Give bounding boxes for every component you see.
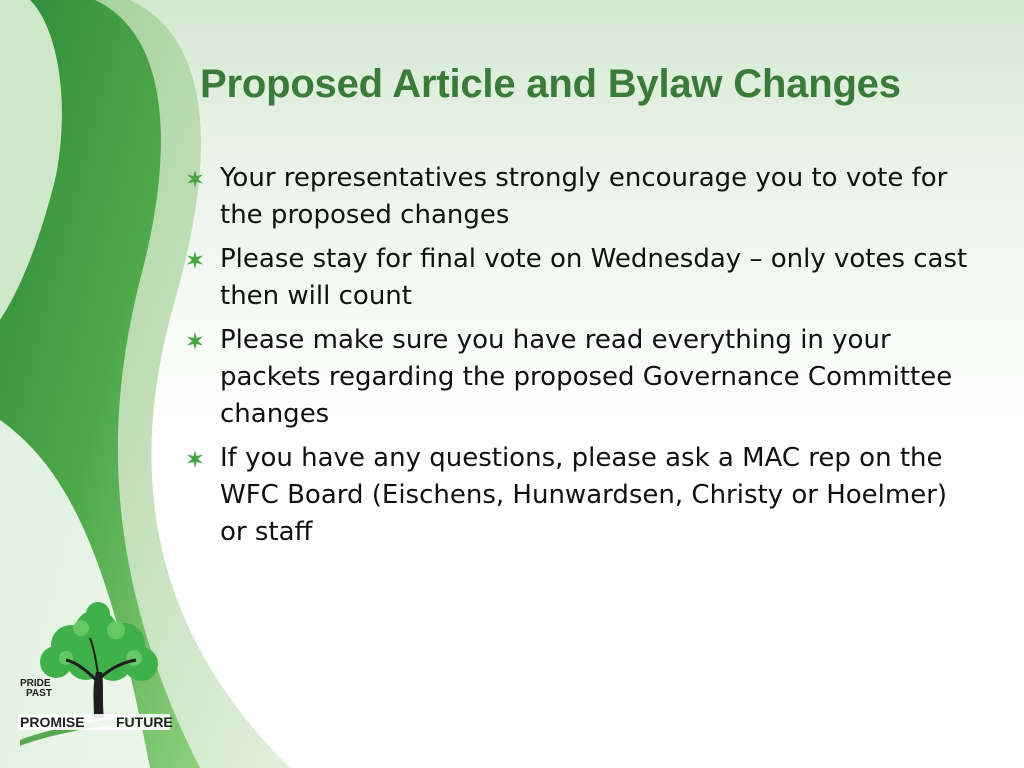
bullet-text: Please make sure you have read everything in your packets regarding the proposed Governance Committee changes: [220, 325, 953, 429]
svg-text:PRIDE: PRIDE: [20, 678, 51, 689]
green-star-bullet-icon: [186, 332, 204, 350]
svg-text:PAST: PAST: [26, 688, 52, 699]
bullet-item: [182, 322, 972, 433]
bullet-list: [182, 160, 972, 558]
bullet-text: Please stay for final vote on Wednesday – only votes cast then will count: [220, 244, 968, 311]
bullet-item: [182, 241, 972, 315]
green-star-bullet-icon: [186, 251, 204, 269]
bullet-item: [182, 160, 972, 234]
bullet-text: Your representatives strongly encourage you to vote for the proposed changes: [220, 163, 948, 230]
svg-text:FUTURE: FUTURE: [116, 714, 173, 730]
tree-logo-icon: [16, 600, 176, 750]
svg-text:PROMISE: PROMISE: [20, 714, 85, 730]
bullet-item: [182, 440, 972, 551]
green-star-bullet-icon: [186, 450, 204, 468]
slide-title: Proposed Article and Bylaw Changes: [200, 62, 901, 106]
green-star-bullet-icon: [186, 170, 204, 188]
bullet-text: If you have any questions, please ask a MAC rep on the WFC Board (Eischens, Hunwardsen, Christy or Hoelmer) or staff: [220, 443, 948, 547]
